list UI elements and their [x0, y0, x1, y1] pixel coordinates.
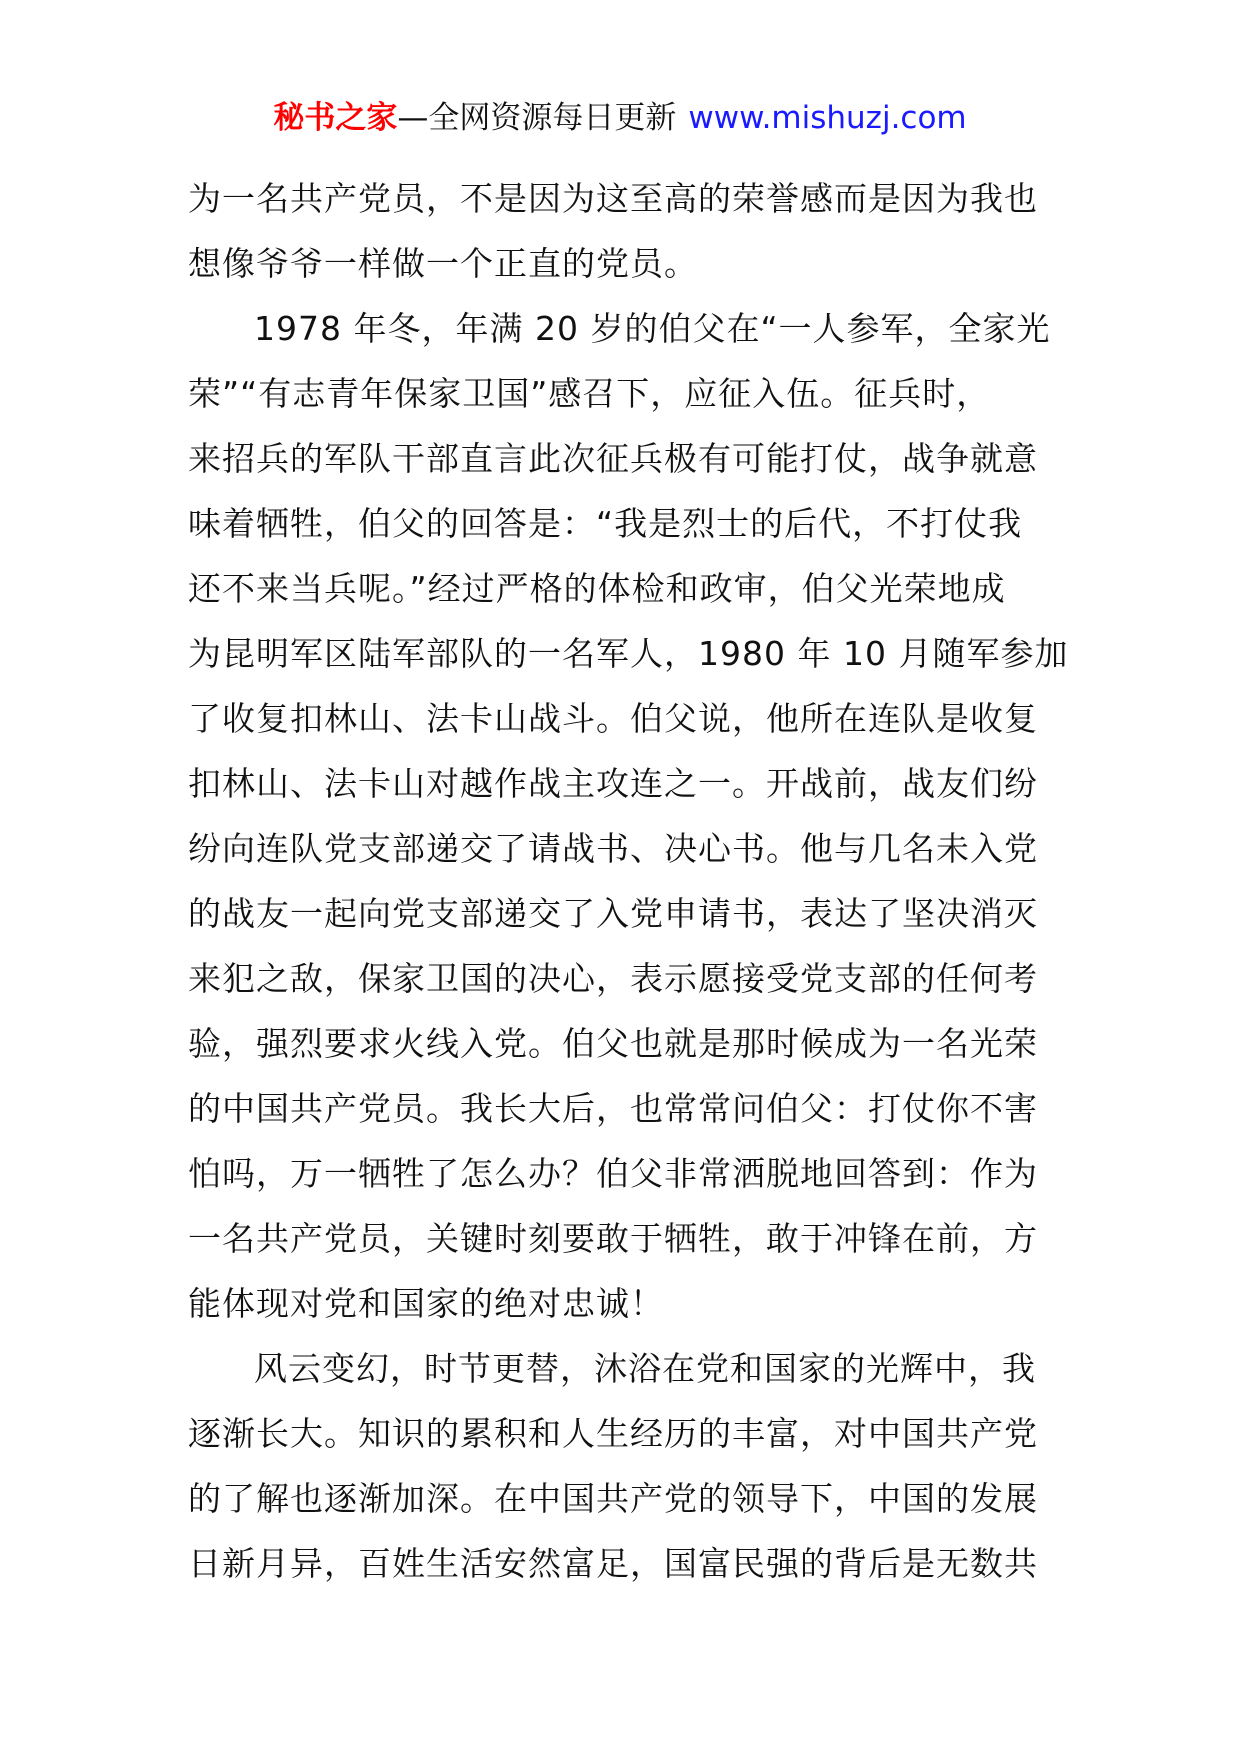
text-line: 来招兵的军队干部直言此次征兵极有可能打仗，战争就意	[188, 439, 1038, 478]
text-line: 日新月异，百姓生活安然富足，国富民强的背后是无数共	[188, 1544, 1038, 1583]
text-line: 能体现对党和国家的绝对忠诚！	[188, 1284, 664, 1323]
text-line: 的中国共产党员。我长大后，也常常问伯父：打仗你不害	[188, 1089, 1038, 1128]
text-line: 还不来当兵呢。”经过严格的体检和政审，伯父光荣地成	[188, 569, 1006, 608]
text-line: 来犯之敌，保家卫国的决心，表示愿接受党支部的任何考	[188, 959, 1038, 998]
site-slogan: —全网资源每日更新	[397, 100, 677, 136]
text-line: 1978 年冬，年满 20 岁的伯父在“一人参军，全家光	[254, 309, 1051, 348]
text-line: 纷向连队党支部递交了请战书、决心书。他与几名未入党	[188, 829, 1038, 868]
paragraph-3	[188, 1336, 1068, 1596]
text-line: 一名共产党员，关键时刻要敢于牺牲，敢于冲锋在前，方	[188, 1219, 1038, 1258]
paragraph-1	[188, 166, 1068, 296]
text-line: 怕吗，万一牺牲了怎么办？伯父非常洒脱地回答到：作为	[188, 1154, 1038, 1193]
text-line: 想像爷爷一样做一个正直的党员。	[188, 244, 698, 283]
text-line: 的战友一起向党支部递交了入党申请书，表达了坚决消灭	[188, 894, 1038, 933]
site-brand: 秘书之家	[273, 100, 398, 136]
text-line: 了收复扣林山、法卡山战斗。伯父说，他所在连队是收复	[188, 699, 1038, 738]
text-line: 的了解也逐渐加深。在中国共产党的领导下，中国的发展	[188, 1479, 1038, 1518]
text-line: 风云变幻，时节更替，沐浴在党和国家的光辉中，我	[254, 1349, 1036, 1388]
text-line: 扣林山、法卡山对越作战主攻连之一。开战前，战友们纷	[188, 764, 1038, 803]
document-body	[188, 166, 1068, 1596]
site-url-link[interactable]: www.mishuzj.com	[688, 100, 967, 136]
text-line: 荣”“有志青年保家卫国”感召下，应征入伍。征兵时，	[188, 374, 991, 413]
text-line: 验，强烈要求火线入党。伯父也就是那时候成为一名光荣	[188, 1024, 1038, 1063]
text-line: 味着牺牲，伯父的回答是：“我是烈士的后代，不打仗我	[188, 504, 1023, 543]
text-line: 为一名共产党员，不是因为这至高的荣誉感而是因为我也	[188, 179, 1038, 218]
paragraph-2	[188, 296, 1068, 1336]
site-header	[0, 98, 1240, 138]
text-line: 逐渐长大。知识的累积和人生经历的丰富，对中国共产党	[188, 1414, 1038, 1453]
text-line: 为昆明军区陆军部队的一名军人，1980 年 10 月随军参加	[188, 634, 1069, 673]
